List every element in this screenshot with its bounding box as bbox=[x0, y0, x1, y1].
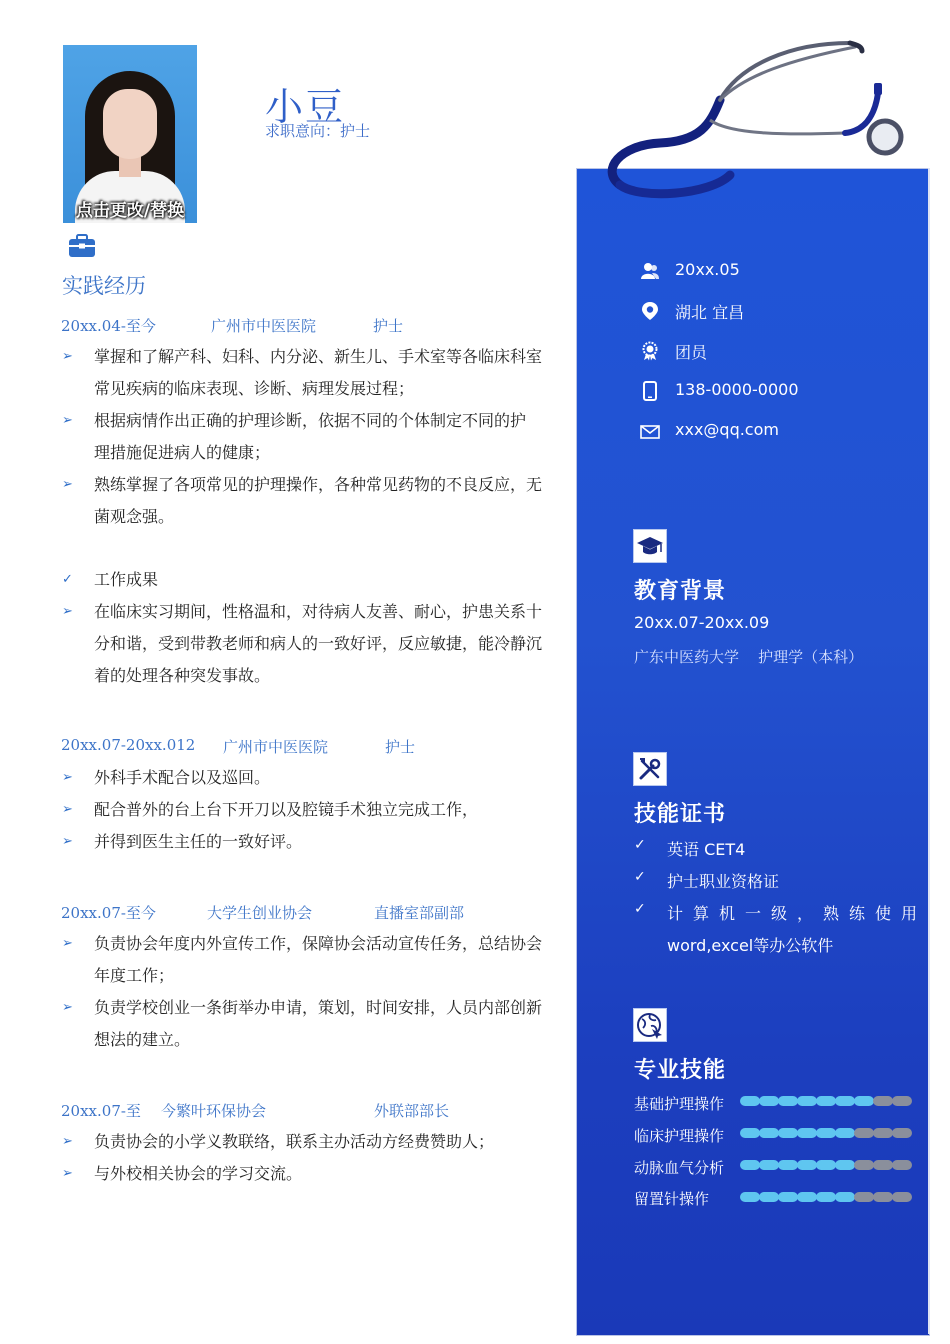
skill-dot bbox=[759, 1192, 779, 1202]
arrow-icon: ➢ bbox=[62, 770, 73, 785]
cert-line: 计算机一级，熟练使用 bbox=[667, 904, 917, 923]
skill-dot bbox=[854, 1160, 874, 1170]
skill-dot bbox=[873, 1128, 893, 1138]
education-detail: 广东中医药大学 护理学（本科） bbox=[634, 648, 864, 666]
profile-photo[interactable] bbox=[63, 45, 197, 223]
skill-meter bbox=[740, 1160, 912, 1170]
skill-meter bbox=[740, 1192, 912, 1202]
list-item: ➢ 熟练掌握了各项常见的护理操作，各种常见药物的不良反应，无 菌观念强。 bbox=[62, 469, 552, 533]
panel-edge bbox=[928, 168, 930, 1334]
skill-dot bbox=[759, 1096, 779, 1106]
location-pin-icon bbox=[640, 301, 660, 321]
skill-dot bbox=[854, 1096, 874, 1106]
skill-label: 动脉血气分析 bbox=[634, 1159, 725, 1177]
skill-dot bbox=[797, 1096, 817, 1106]
job-role: 直播室部副部 bbox=[374, 904, 465, 922]
award-badge-icon bbox=[640, 341, 660, 361]
list-item: ➢ 与外校相关协会的学习交流。 bbox=[62, 1158, 552, 1190]
photo-face bbox=[103, 89, 157, 159]
skill-dot bbox=[740, 1128, 760, 1138]
list-item: ✓ 工作成果 bbox=[62, 564, 552, 596]
skill-dot bbox=[778, 1192, 798, 1202]
skill-dot bbox=[873, 1192, 893, 1202]
skill-dot bbox=[835, 1160, 855, 1170]
arrow-icon: ➢ bbox=[62, 936, 73, 951]
mail-icon bbox=[640, 421, 660, 441]
job-role: 护士 bbox=[385, 738, 416, 756]
skill-meter bbox=[740, 1096, 912, 1106]
arrow-icon: ➢ bbox=[62, 834, 73, 849]
list-item: ➢ 负责协会年度内外宣传工作，保障协会活动宣传任务，总结协会 年度工作； bbox=[62, 928, 552, 992]
certs-title: 技能证书 bbox=[634, 802, 727, 827]
skill-dot bbox=[892, 1160, 912, 1170]
skill-dot bbox=[797, 1192, 817, 1202]
education-title: 教育背景 bbox=[634, 579, 727, 604]
globe-icon bbox=[633, 1008, 667, 1042]
skill-dot bbox=[797, 1160, 817, 1170]
skill-dot bbox=[873, 1160, 893, 1170]
skill-dot bbox=[816, 1192, 836, 1202]
arrow-icon: ➢ bbox=[62, 477, 73, 492]
skill-dot bbox=[797, 1128, 817, 1138]
job-org: 今繁叶环保协会 bbox=[161, 1102, 267, 1120]
skill-dot bbox=[816, 1096, 836, 1106]
graduation-cap-icon bbox=[633, 529, 667, 563]
job-intent: 求职意向：护士 bbox=[265, 122, 371, 140]
arrow-icon: ➢ bbox=[62, 1166, 73, 1181]
tools-icon bbox=[633, 752, 667, 786]
check-icon: ✓ bbox=[634, 901, 646, 917]
list-item: ➢ 外科手术配合以及巡回。 bbox=[62, 762, 552, 794]
skill-dot bbox=[892, 1128, 912, 1138]
skill-dot bbox=[892, 1096, 912, 1106]
arrow-icon: ➢ bbox=[62, 349, 73, 364]
job-period: 20xx.07-至今 bbox=[61, 904, 156, 922]
arrow-icon: ➢ bbox=[62, 1134, 73, 1149]
job-org: 广州市中医医院 bbox=[223, 738, 329, 756]
stethoscope-icon bbox=[600, 25, 910, 200]
check-icon: ✓ bbox=[634, 869, 646, 885]
list-item: ➢ 根据病情作出正确的护理诊断，依据不同的个体制定不同的护 理措施促进病人的健康； bbox=[62, 405, 552, 469]
skill-dot bbox=[854, 1128, 874, 1138]
list-item: ➢ 负责协会的小学义教联络，联系主办活动方经费赞助人； bbox=[62, 1126, 552, 1158]
job-period: 20xx.07-至 bbox=[61, 1102, 141, 1120]
photo-replace-caption[interactable]: 点击更改/替换 bbox=[75, 201, 185, 221]
skill-label: 留置针操作 bbox=[634, 1190, 710, 1208]
candidate-name: 小豆 bbox=[265, 85, 346, 129]
check-icon: ✓ bbox=[634, 837, 646, 853]
phone-icon bbox=[640, 381, 660, 401]
skill-dot bbox=[759, 1128, 779, 1138]
arrow-icon: ➢ bbox=[62, 1000, 73, 1015]
check-icon: ✓ bbox=[62, 572, 73, 587]
skill-dot bbox=[892, 1192, 912, 1202]
skills-title: 专业技能 bbox=[634, 1058, 727, 1083]
skill-dot bbox=[816, 1160, 836, 1170]
arrow-icon: ➢ bbox=[62, 604, 73, 619]
skill-label: 基础护理操作 bbox=[634, 1095, 725, 1113]
list-item: ➢ 在临床实习期间，性格温和，对待病人友善、耐心，护患关系十 分和谐，受到带教老师和病人的一致好评，反应敏捷，能冷静沉 着的处理各种突发事故。 bbox=[62, 596, 552, 692]
skill-dot bbox=[835, 1128, 855, 1138]
cert-line: word,excel等办公软件 bbox=[667, 936, 834, 955]
skill-dot bbox=[759, 1160, 779, 1170]
education-period: 20xx.07-20xx.09 bbox=[634, 613, 770, 632]
job-org: 大学生创业协会 bbox=[207, 904, 313, 922]
skill-dot bbox=[778, 1160, 798, 1170]
briefcase-icon bbox=[68, 234, 96, 258]
skill-dot bbox=[835, 1192, 855, 1202]
skill-meter bbox=[740, 1128, 912, 1138]
skill-dot bbox=[816, 1128, 836, 1138]
list-item: ➢ 并得到医生主任的一致好评。 bbox=[62, 826, 552, 858]
list-item: ➢ 配合普外的台上台下开刀以及腔镜手术独立完成工作， bbox=[62, 794, 552, 826]
skill-dot bbox=[778, 1128, 798, 1138]
skill-dot bbox=[778, 1096, 798, 1106]
experience-title: 实践经历 bbox=[62, 274, 146, 298]
job-role: 外联部部长 bbox=[374, 1102, 450, 1120]
list-item: ➢ 负责学校创业一条街举办申请，策划，时间安排，人员内部创新 想法的建立。 bbox=[62, 992, 552, 1056]
skill-dot bbox=[740, 1192, 760, 1202]
skill-dot bbox=[854, 1192, 874, 1202]
skill-dot bbox=[740, 1160, 760, 1170]
job-period: 20xx.04-至今 bbox=[61, 317, 156, 335]
skill-label: 临床护理操作 bbox=[634, 1127, 725, 1145]
arrow-icon: ➢ bbox=[62, 413, 73, 428]
skill-dot bbox=[740, 1096, 760, 1106]
list-item: ➢ 掌握和了解产科、妇科、内分泌、新生儿、手术室等各临床科室 常见疾病的临床表现、诊断、病理发展过程； bbox=[62, 341, 552, 405]
skill-dot bbox=[835, 1096, 855, 1106]
skill-dot bbox=[873, 1096, 893, 1106]
user-icon bbox=[640, 261, 660, 281]
job-period: 20xx.07-20xx.012 bbox=[61, 736, 196, 754]
job-org: 广州市中医医院 bbox=[211, 317, 317, 335]
arrow-icon: ➢ bbox=[62, 802, 73, 817]
job-role: 护士 bbox=[373, 317, 404, 335]
